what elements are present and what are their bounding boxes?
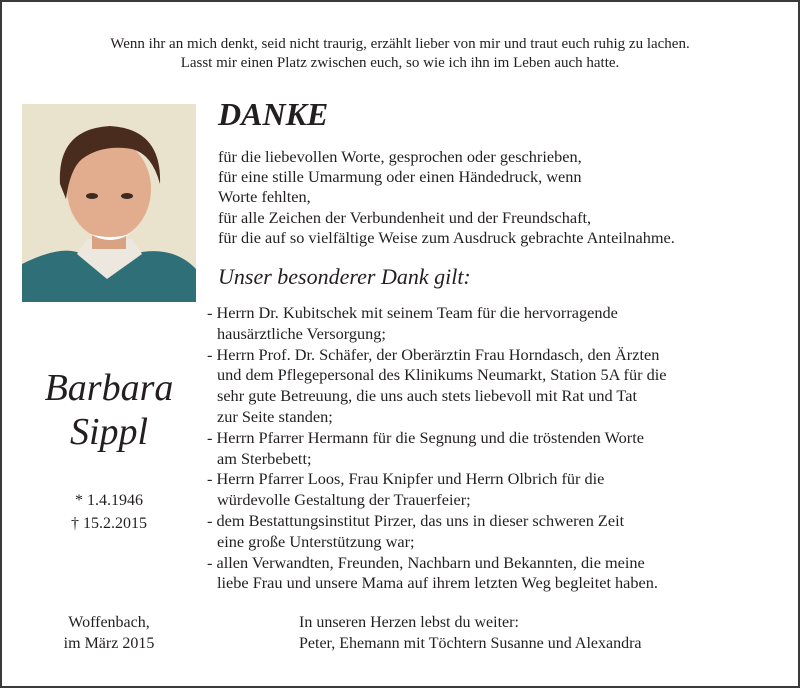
list-line: - dem Bestattungsinstitut Pirzer, das uns in dieser schweren Zeit [207,510,625,530]
list-line: hausärztliche Versorgung; [217,323,386,343]
list-line: eine große Unterstützung war; [217,531,415,551]
list-line: - Herrn Prof. Dr. Schäfer, der Oberärztin Frau Horndasch, den Ärzten [207,344,660,364]
portrait-photo [22,104,196,302]
life-dates [22,489,196,535]
thanks-line: für die auf so vielfältige Weise zum Ausdruck gebrachte Anteilnahme. [218,227,675,247]
thanks-paragraph [218,147,675,248]
thanks-line: für eine stille Umarmung oder einen Händedruck, wenn [218,167,582,187]
thanks-list [207,303,666,594]
motto-line: Lasst mir einen Platz zwischen euch, so wie ich ihn im Leben auch hatte. [180,55,620,71]
list-line: zur Seite standen; [217,406,333,426]
last-name: Sippl [69,411,149,453]
motto-line: Wenn ihr an mich denkt, seid nicht traurig, erzählt lieber von mir und traut euch ruhig zu lachen. [110,36,690,52]
list-line: würdevolle Gestaltung der Trauerfeier; [217,490,471,510]
birth-date: * 1.4.1946 [75,492,143,509]
signature [299,612,642,654]
heading: DANKE [218,96,329,132]
deceased-name [22,366,196,454]
death-date: † 15.2.2015 [71,515,147,532]
thanks-line: für alle Zeichen der Verbundenheit und der Freundschaft, [218,207,592,227]
date: im März 2015 [63,635,155,652]
thanks-line: für die liebevollen Worte, gesprochen oder geschrieben, [218,147,582,166]
list-line: sehr gute Betreuung, die uns auch stets liebevoll mit Rat und Tat [217,386,637,406]
thanks-line: Worte fehlten, [218,187,311,207]
motto [0,35,800,73]
place: Woffenbach, [68,614,150,631]
subheading: Unser besonderer Dank gilt: [218,264,471,289]
list-line: liebe Frau und unsere Mama auf ihrem letzten Weg begleitet haben. [217,573,658,593]
list-line: - Herrn Pfarrer Loos, Frau Knipfer und Herrn Olbrich für die [207,469,605,489]
signature-line: In unseren Herzen lebst du weiter: [299,614,519,631]
first-name: Barbara [44,367,174,409]
list-line: - allen Verwandten, Freunden, Nachbarn und Bekannten, die meine [207,552,645,572]
list-line: und dem Pflegepersonal des Klinikums Neumarkt, Station 5A für die [217,365,667,385]
place-date [22,612,196,654]
list-line: - Herrn Pfarrer Hermann für die Segnung und die tröstenden Worte [207,427,644,447]
list-line: am Sterbebett; [217,448,312,468]
signature-line: Peter, Ehemann mit Töchtern Susanne und Alexandra [299,635,642,652]
list-line: - Herrn Dr. Kubitschek mit seinem Team für die hervorragende [207,303,618,322]
